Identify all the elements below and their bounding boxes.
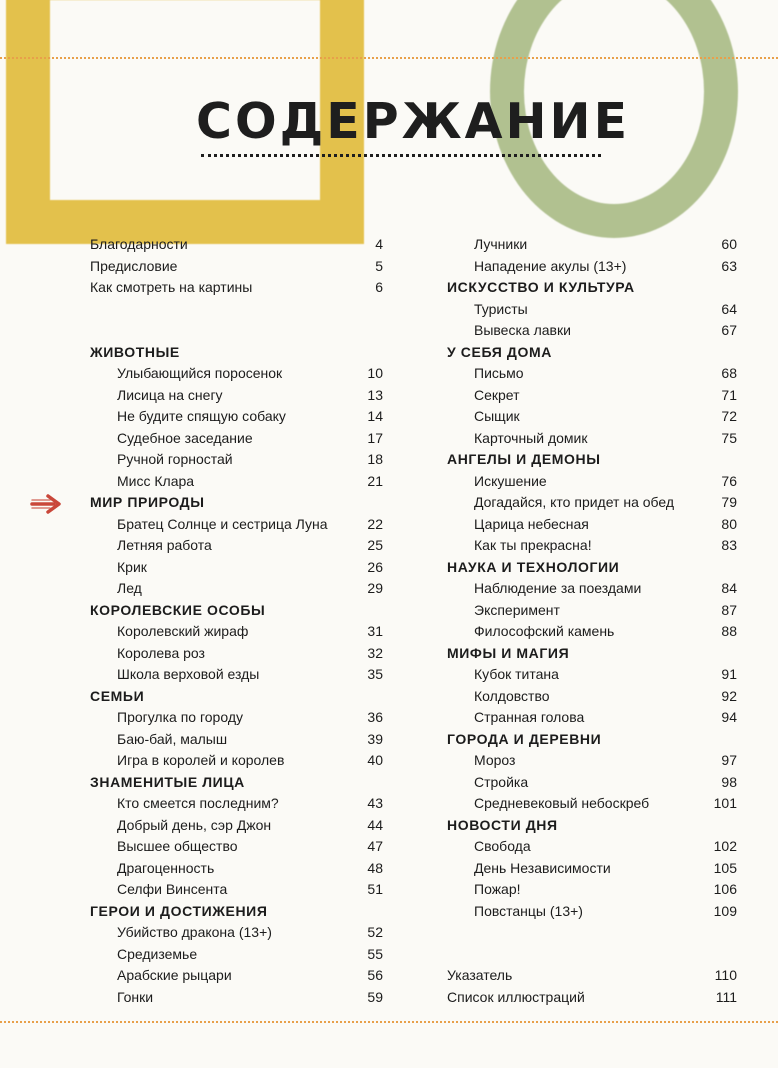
toc-entry[interactable]	[447, 707, 737, 729]
entry-page: 97	[721, 752, 737, 768]
toc-entry[interactable]	[447, 600, 737, 622]
toc-entry[interactable]	[90, 428, 383, 450]
entry-page: 59	[367, 988, 383, 1005]
entry-page: 72	[721, 408, 737, 424]
entry-title: Нападение акулы (13+)	[474, 257, 627, 274]
toc-entry[interactable]	[90, 621, 383, 643]
toc-entry[interactable]	[447, 621, 737, 643]
entry-page: 13	[367, 386, 383, 403]
toc-entry[interactable]	[90, 664, 383, 686]
entry-page: 76	[721, 472, 737, 489]
entry-page: 71	[721, 386, 737, 403]
entry-page: 39	[367, 730, 383, 747]
section-heading-angels[interactable]: АНГЕЛЫ И ДЕМОНЫ	[447, 451, 601, 467]
toc-entry[interactable]	[90, 922, 383, 944]
toc-entry[interactable]	[447, 363, 737, 385]
entry-page: 94	[721, 709, 737, 725]
toc-entry[interactable]	[90, 793, 383, 815]
entry-title: Эксперимент	[474, 601, 560, 618]
entry-title: Философский камень	[474, 623, 615, 639]
entry-page: 64	[721, 300, 737, 317]
toc-entry[interactable]	[90, 557, 383, 579]
entry-page: 22	[367, 515, 383, 532]
entry-page: 35	[367, 666, 383, 682]
section-heading-famous[interactable]: ЗНАМЕНИТЫЕ ЛИЦА	[90, 773, 245, 790]
entry-title: Повстанцы (13+)	[474, 902, 583, 919]
entry-page: 52	[367, 924, 383, 940]
entry-title: Пожар!	[474, 881, 521, 897]
toc-entry[interactable]	[447, 428, 737, 450]
entry-page: 14	[367, 408, 383, 424]
entry-page: 21	[367, 472, 383, 489]
entry-page: 106	[713, 881, 737, 897]
toc-entry[interactable]	[90, 449, 383, 471]
entry-page: 101	[713, 795, 737, 811]
entry-page: 18	[367, 451, 383, 467]
toc-entry[interactable]	[90, 750, 383, 772]
toc-entry[interactable]	[447, 879, 737, 901]
entry-page: 68	[721, 365, 737, 381]
toc-entry[interactable]	[447, 406, 737, 428]
entry-page: 79	[721, 494, 737, 510]
entry-title: Лед	[117, 580, 142, 596]
section-heading-heroes[interactable]: ГЕРОИ И ДОСТИЖЕНИЯ	[90, 902, 268, 919]
entry-page: 83	[721, 537, 737, 553]
toc-entry[interactable]	[447, 320, 737, 342]
toc-entry[interactable]	[90, 471, 383, 493]
entry-title: Добрый день, сэр Джон	[117, 816, 272, 833]
toc-entry[interactable]	[447, 836, 737, 858]
entry-page: 60	[721, 236, 737, 252]
section-heading-royals[interactable]: КОРОЛЕВСКИЕ ОСОБЫ	[90, 601, 266, 618]
toc-entry[interactable]	[447, 492, 737, 514]
entry-title: День Независимости	[474, 859, 611, 876]
entry-title: Крик	[117, 558, 147, 575]
section-heading-home[interactable]: У СЕБЯ ДОМА	[447, 343, 552, 360]
entry-title: Улыбающийся поросенок	[117, 365, 283, 381]
entry-title: Арабские рыцари	[117, 967, 232, 983]
entry-title: Как ты прекрасна!	[474, 537, 592, 553]
page-title-block	[196, 92, 631, 157]
toc-entry[interactable]	[447, 471, 737, 493]
entry-title: Убийство дракона (13+)	[117, 924, 272, 940]
entry-title: Предисловие	[90, 257, 178, 274]
entry-page: 32	[367, 644, 383, 661]
toc-entry[interactable]	[447, 750, 737, 772]
entry-title: Высшее общество	[117, 838, 238, 854]
entry-page: 29	[367, 580, 383, 596]
section-heading-nature[interactable]: МИР ПРИРОДЫ	[90, 494, 205, 510]
entry-title: Стройка	[474, 773, 529, 790]
toc-right-column	[447, 234, 737, 1008]
entry-title: Колдовство	[474, 687, 550, 704]
toc-entry[interactable]	[447, 858, 737, 880]
entry-title: Летняя работа	[117, 537, 212, 553]
bottom-dotted-rule	[0, 1021, 778, 1023]
entry-title: Братец Солнце и сестрица Луна	[117, 515, 328, 532]
toc-entry[interactable]	[90, 944, 383, 966]
toc-entry[interactable]	[90, 815, 383, 837]
entry-title: Мисс Клара	[117, 472, 195, 489]
section-heading-news[interactable]: НОВОСТИ ДНЯ	[447, 816, 558, 833]
entry-page: 92	[721, 687, 737, 704]
entry-title: Странная голова	[474, 709, 585, 725]
entry-page: 87	[721, 601, 737, 618]
entry-page: 80	[721, 515, 737, 532]
entry-title: Королева роз	[117, 644, 205, 661]
toc-entry[interactable]	[447, 772, 737, 794]
entry-page: 26	[367, 558, 383, 575]
title-dotted-underline	[201, 154, 601, 157]
toc-entry[interactable]	[90, 514, 383, 536]
entry-page: 40	[367, 752, 383, 768]
entry-title: Гонки	[117, 988, 154, 1005]
toc-entry[interactable]	[90, 879, 383, 901]
section-heading-science[interactable]: НАУКА И ТЕХНОЛОГИИ	[447, 558, 620, 575]
entry-page: 98	[721, 773, 737, 790]
entry-title: Царица небесная	[474, 515, 589, 532]
toc-entry[interactable]	[90, 256, 383, 278]
toc-entry[interactable]	[90, 707, 383, 729]
toc-entry[interactable]	[90, 836, 383, 858]
entry-title: Лучники	[474, 236, 528, 252]
entry-title: Игра в королей и королев	[117, 752, 285, 768]
toc-entry[interactable]	[447, 535, 737, 557]
entry-page: 67	[721, 322, 737, 338]
entry-title: Список иллюстраций	[447, 988, 585, 1005]
toc-entry[interactable]	[447, 987, 737, 1009]
entry-page: 109	[713, 902, 737, 919]
entry-title: Туристы	[474, 300, 528, 317]
entry-title: Школа верховой езды	[117, 666, 260, 682]
entry-page: 55	[367, 945, 383, 962]
entry-page: 91	[721, 666, 737, 682]
entry-page: 31	[367, 623, 383, 639]
entry-page: 6	[375, 279, 383, 295]
toc-entry[interactable]	[447, 901, 737, 923]
entry-title: Прогулка по городу	[117, 709, 243, 725]
toc-entry[interactable]	[90, 643, 383, 665]
toc-entry[interactable]	[447, 299, 737, 321]
toc-entry[interactable]	[447, 514, 737, 536]
entry-page: 63	[721, 257, 737, 274]
entry-title: Как смотреть на картины	[90, 279, 253, 295]
entry-title: Свобода	[474, 838, 531, 854]
entry-title: Драгоценность	[117, 859, 215, 876]
toc-entry[interactable]	[90, 729, 383, 751]
entry-title: Искушение	[474, 472, 547, 489]
toc-entry[interactable]	[90, 858, 383, 880]
top-dotted-rule	[0, 57, 778, 59]
toc-entry[interactable]	[447, 578, 737, 600]
entry-page: 10	[367, 365, 383, 381]
entry-page: 105	[713, 859, 737, 876]
entry-page: 25	[367, 537, 383, 553]
toc-entry[interactable]	[90, 965, 383, 987]
entry-title: Селфи Винсента	[117, 881, 228, 897]
entry-page: 84	[721, 580, 737, 596]
entry-page: 43	[367, 795, 383, 811]
entry-page: 5	[375, 257, 383, 274]
entry-page: 44	[367, 816, 383, 833]
toc-entry[interactable]	[90, 406, 383, 428]
entry-page: 17	[367, 429, 383, 446]
toc-entry[interactable]	[90, 535, 383, 557]
entry-title: Средиземье	[117, 945, 198, 962]
toc-entry[interactable]	[447, 686, 737, 708]
entry-title: Наблюдение за поездами	[474, 580, 642, 596]
entry-page: 110	[714, 967, 737, 983]
entry-title: Ручной горностай	[117, 451, 233, 467]
entry-title: Указатель	[447, 967, 513, 983]
entry-title: Письмо	[474, 365, 524, 381]
page-title: СОДЕРЖАНИЕ	[196, 93, 631, 150]
section-heading-cities[interactable]: ГОРОДА И ДЕРЕВНИ	[447, 730, 602, 747]
entry-title: Сыщик	[474, 408, 520, 424]
toc-entry[interactable]	[447, 385, 737, 407]
entry-title: Вывеска лавки	[474, 322, 571, 338]
entry-title: Секрет	[474, 386, 520, 403]
toc-left-column	[90, 234, 383, 1008]
entry-page: 4	[375, 236, 383, 252]
toc-entry[interactable]	[447, 793, 737, 815]
entry-page: 88	[721, 623, 737, 639]
toc-entry[interactable]	[90, 234, 383, 256]
entry-title: Благодарности	[90, 236, 188, 252]
section-heading-animals[interactable]: ЖИВОТНЫЕ	[90, 343, 180, 360]
entry-title: Мороз	[474, 752, 516, 768]
toc-entry[interactable]	[90, 987, 383, 1009]
entry-title: Не будите спящую собаку	[117, 408, 286, 424]
entry-page: 51	[367, 881, 383, 897]
toc-entry[interactable]	[447, 664, 737, 686]
entry-title: Судебное заседание	[117, 429, 253, 446]
entry-title: Баю-бай, малыш	[117, 730, 228, 747]
toc-entry[interactable]	[90, 363, 383, 385]
entry-page: 56	[367, 967, 383, 983]
entry-page: 47	[367, 838, 383, 854]
entry-title: Догадайся, кто придет на обед	[474, 494, 675, 510]
section-heading-art[interactable]: ИСКУССТВО И КУЛЬТУРА	[447, 279, 635, 295]
entry-title: Средневековый небоскреб	[474, 795, 650, 811]
toc-entry[interactable]	[90, 385, 383, 407]
entry-title: Карточный домик	[474, 429, 588, 446]
arrow-right-icon	[30, 493, 62, 515]
toc-entry[interactable]	[447, 965, 737, 987]
entry-page: 36	[367, 709, 383, 725]
entry-page: 102	[713, 838, 737, 854]
entry-title: Кто смеется последним?	[117, 795, 279, 811]
entry-page: 75	[721, 429, 737, 446]
toc-entry[interactable]	[447, 256, 737, 278]
toc-entry[interactable]	[447, 234, 737, 256]
entry-title: Кубок титана	[474, 666, 559, 682]
entry-title: Лисица на снегу	[117, 386, 223, 403]
entry-page: 111	[715, 988, 737, 1005]
section-heading-families[interactable]: СЕМЬИ	[90, 687, 145, 704]
section-heading-myths[interactable]: МИФЫ И МАГИЯ	[447, 644, 570, 661]
entry-page: 48	[367, 859, 383, 876]
toc-entry[interactable]	[90, 277, 383, 299]
entry-title: Королевский жираф	[117, 623, 249, 639]
toc-entry[interactable]	[90, 578, 383, 600]
